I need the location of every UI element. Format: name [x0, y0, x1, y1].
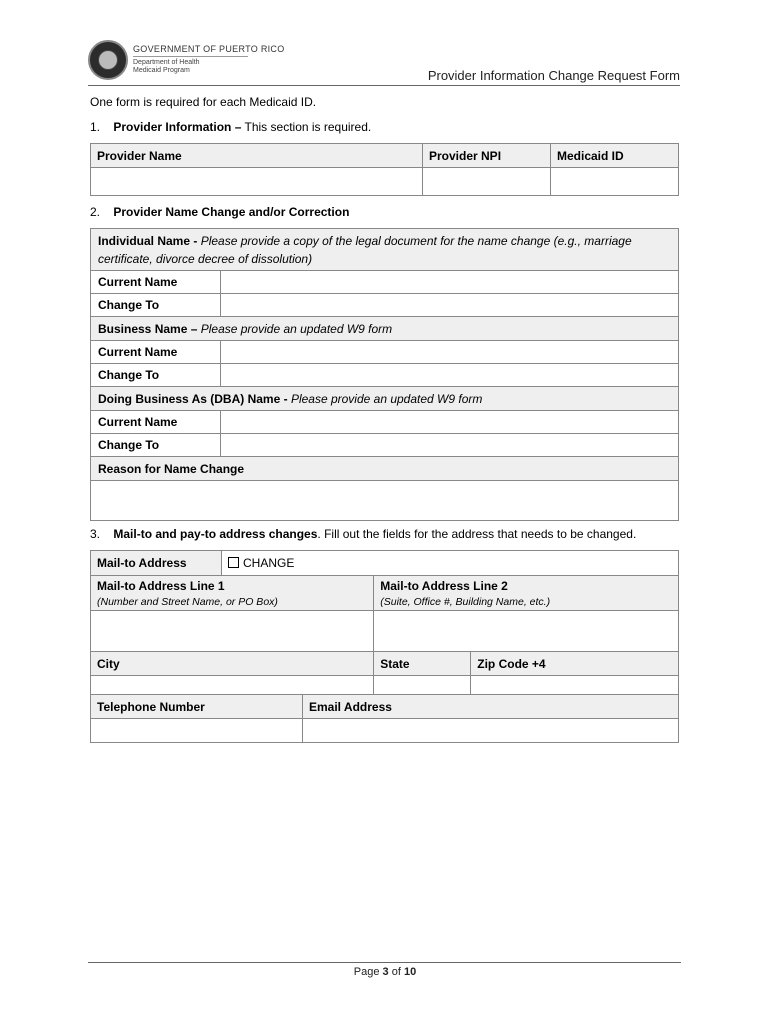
mailto-change-cell	[222, 551, 679, 576]
line1-hint: (Number and Street Name, or PO Box)	[97, 596, 278, 608]
city-label: City	[91, 652, 374, 676]
provider-info-table	[90, 143, 679, 196]
business-name-note: Please provide an updated W9 form	[200, 321, 393, 336]
line1-label: Mail-to Address Line 1	[97, 579, 225, 593]
form-title: Provider Information Change Request Form	[427, 68, 680, 83]
department-label: Department of Health	[133, 59, 200, 66]
dba-current-name-field[interactable]	[221, 411, 679, 434]
section-2-title: Provider Name Change and/or Correction	[113, 205, 350, 219]
dba-name-row	[91, 387, 679, 411]
of-word: of	[391, 966, 401, 978]
dba-name-label: Doing Business As (DBA) Name -	[98, 391, 288, 406]
individual-change-to-label: Change To	[91, 294, 221, 317]
title-rule	[88, 85, 680, 86]
page-total: 10	[403, 966, 417, 978]
page-current: 3	[382, 966, 389, 978]
business-name-row	[91, 317, 679, 341]
page-word: Page	[353, 966, 380, 978]
header-divider	[133, 56, 248, 57]
individual-current-name-label: Current Name	[91, 271, 221, 294]
page-number	[0, 966, 770, 978]
dba-change-to-field[interactable]	[221, 434, 679, 457]
section-3-title: Mail-to and pay-to address changes	[113, 527, 318, 541]
line2-label: Mail-to Address Line 2	[380, 579, 508, 593]
individual-current-name-field[interactable]	[221, 271, 679, 294]
business-change-to-label: Change To	[91, 364, 221, 387]
footer-rule	[88, 962, 681, 963]
provider-npi-field[interactable]	[423, 168, 551, 196]
provider-name-field[interactable]	[91, 168, 423, 196]
department-name	[133, 59, 200, 75]
individual-name-label: Individual Name -	[98, 233, 198, 248]
section-2-number: 2.	[90, 205, 101, 219]
telephone-label: Telephone Number	[91, 695, 303, 719]
section-2-heading	[90, 205, 349, 219]
medicaid-id-header: Medicaid ID	[551, 144, 679, 168]
dba-change-to-label: Change To	[91, 434, 221, 457]
email-label: Email Address	[303, 695, 679, 719]
section-1-number: 1.	[90, 120, 101, 134]
dba-current-name-label: Current Name	[91, 411, 221, 434]
change-checkbox[interactable]	[228, 557, 239, 568]
mailto-address-label: Mail-to Address	[91, 551, 222, 576]
section-1-note: This section is required.	[244, 120, 372, 134]
individual-change-to-field[interactable]	[221, 294, 679, 317]
email-field[interactable]	[303, 719, 679, 743]
telephone-field[interactable]	[91, 719, 303, 743]
line2-hint: (Suite, Office #, Building Name, etc.)	[380, 596, 551, 608]
contact-table	[90, 694, 679, 743]
name-change-table	[90, 228, 679, 521]
dba-name-note: Please provide an updated W9 form	[290, 391, 483, 406]
provider-npi-header: Provider NPI	[423, 144, 551, 168]
intro-text: One form is required for each Medicaid ID.	[90, 95, 317, 109]
individual-name-note: Please provide a copy of the legal document for the name change (e.g., marriage certificate, divorce decree of dissolution)	[98, 233, 632, 266]
zip-label: Zip Code +4	[471, 652, 679, 676]
section-1-heading	[90, 120, 371, 134]
line2-field[interactable]	[374, 611, 679, 652]
change-checkbox-label: CHANGE	[243, 556, 295, 570]
line2-header	[374, 576, 679, 611]
business-current-name-label: Current Name	[91, 341, 221, 364]
section-3-number: 3.	[90, 527, 101, 541]
individual-name-row	[91, 229, 679, 271]
program-label: Medicaid Program	[133, 67, 190, 74]
reason-label: Reason for Name Change	[91, 457, 679, 481]
state-label: State	[374, 652, 471, 676]
reason-field[interactable]	[91, 481, 679, 521]
section-3-heading	[90, 527, 636, 541]
section-3-note: . Fill out the fields for the address that needs to be changed.	[317, 527, 637, 541]
puerto-rico-seal-icon	[88, 40, 128, 80]
business-change-to-field[interactable]	[221, 364, 679, 387]
government-name: GOVERNMENT OF PUERTO RICO	[133, 44, 285, 54]
line1-header	[91, 576, 374, 611]
medicaid-id-field[interactable]	[551, 168, 679, 196]
business-current-name-field[interactable]	[221, 341, 679, 364]
provider-name-header: Provider Name	[91, 144, 423, 168]
business-name-label: Business Name –	[98, 321, 198, 336]
line1-field[interactable]	[91, 611, 374, 652]
section-1-title: Provider Information –	[113, 120, 242, 134]
mailto-address-table	[90, 550, 679, 699]
